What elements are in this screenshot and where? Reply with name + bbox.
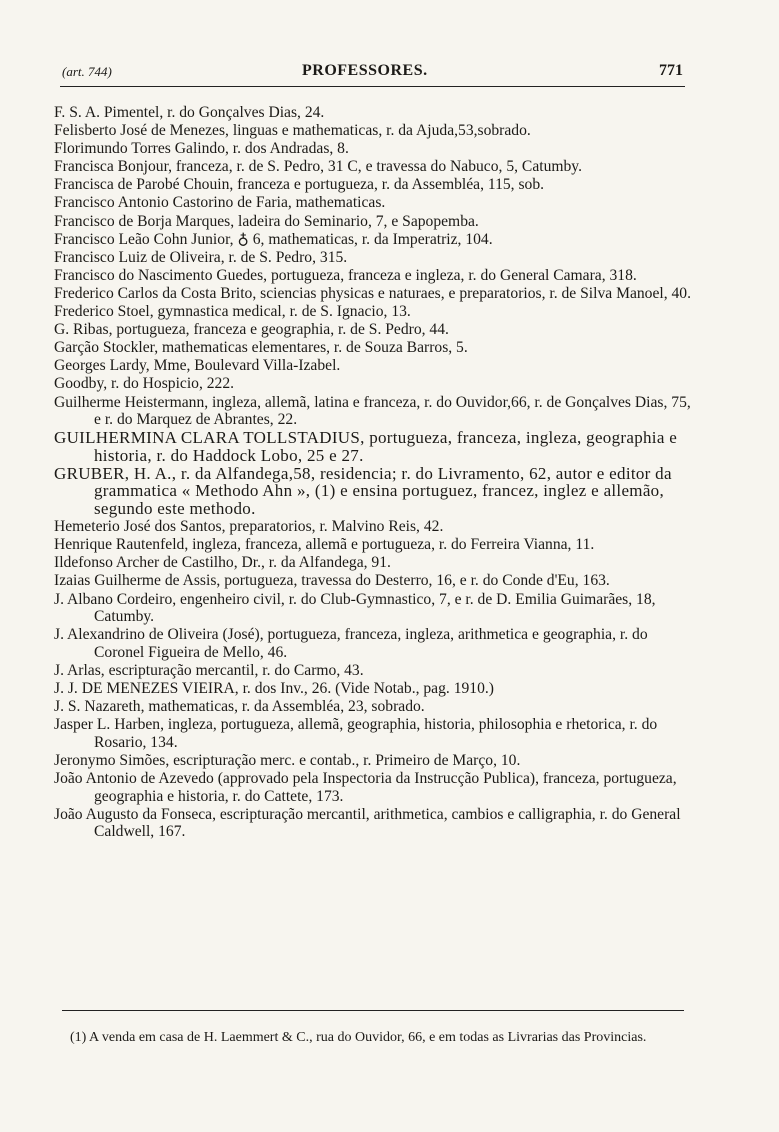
list-entry: J. Alexandrino de Oliveira (José), portugueza, franceza, ingleza, arithmetica e geographia, r. do Coronel Figueira de Mello, 46. — [54, 626, 648, 661]
list-entry: Goodby, r. do Hospicio, 222. — [54, 375, 235, 393]
list-entry-featured: GUILHERMINA CLARA TOLLSTADIUS, portugueza, franceza, ingleza, geographia e historia, r. do Haddock Lobo, 25 e 27. — [54, 428, 678, 465]
section-title: PROFESSORES. — [302, 62, 428, 79]
article-reference: (art. 744) — [62, 64, 112, 79]
footnote: (1) A venda em casa de H. Laemmert & C., rua do Ouvidor, 66, e em todas as Livrarias das Provincias. — [70, 1030, 647, 1045]
list-entry: João Antonio de Azevedo (approvado pela Inspectoria da Instrucção Publica), franceza, portugueza, geographia e historia, r. do Cattete, 173. — [54, 769, 677, 805]
list-entry: J. J. DE MENEZES VIEIRA, r. dos Inv., 26. (Vide Notab., pag. 1910.) — [54, 680, 494, 697]
page-header — [62, 62, 683, 84]
list-entry: Florimundo Torres Galindo, r. dos Andradas, 8. — [54, 140, 349, 158]
list-entry: Henrique Rautenfeld, ingleza, franceza, allemã e portugueza, r. do Ferreira Vianna, 11. — [54, 536, 595, 554]
list-entry: J. Albano Cordeiro, engenheiro civil, r. do Club-Gymnastico, 7, e r. de D. Emilia Guimarães, 18, Catumby. — [54, 590, 656, 626]
page-number: 771 — [659, 62, 683, 79]
list-entry: Francisca de Parobé Chouin, franceza e portugueza, r. da Assembléa, 115, sob. — [54, 176, 545, 194]
list-entry: Garção Stockler, mathematicas elementares, r. de Souza Barros, 5. — [54, 339, 468, 357]
list-entry: Frederico Stoel, gymnastica medical, r. de S. Ignacio, 13. — [54, 303, 411, 321]
list-entry: F. S. A. Pimentel, r. do Gonçalves Dias, 24. — [54, 104, 325, 121]
list-entry-featured: GRUBER, H. A., r. da Alfandega,58, residencia; r. do Livramento, 62, autor e editor da grammatica « Methodo Ahn », (1) e ensina portuguez, francez, inglez e allemão, segundo este methodo. — [54, 463, 672, 519]
list-entry: Francisca Bonjour, franceza, r. de S. Pedro, 31 C, e travessa do Nabuco, 5, Catumby. — [54, 158, 582, 176]
list-entry: Jasper L. Harben, ingleza, portugueza, allemã, geographia, historia, philosophia e rhetorica, r. do Rosario, 134. — [54, 716, 658, 751]
list-entry: Francisco Luiz de Oliveira, r. de S. Pedro, 315. — [54, 248, 348, 266]
footnote-rule — [62, 1010, 684, 1011]
list-entry: Guilherme Heistermann, ingleza, allemã, latina e franceza, r. do Ouvidor,66, r. de Gonçalves Dias, 75, e r. do Marquez de Abrantes, 22. — [54, 393, 691, 429]
list-entry: Hemeterio José dos Santos, preparatorios, r. Malvino Reis, 42. — [54, 518, 444, 536]
list-entry: Jeronymo Simões, escripturação merc. e contab., r. Primeiro de Março, 10. — [54, 751, 521, 769]
header-rule — [60, 86, 685, 87]
list-entry: Francisco Leão Cohn Junior, ♁ 6, mathematicas, r. da Imperatriz, 104. — [54, 230, 493, 248]
list-entry: J. Arlas, escripturação mercantil, r. do Carmo, 43. — [54, 661, 364, 679]
professor-list — [54, 104, 694, 841]
list-entry: Felisberto José de Menezes, linguas e mathematicas, r. da Ajuda,53,sobrado. — [54, 122, 531, 140]
list-entry: Francisco do Nascimento Guedes, portugueza, franceza e ingleza, r. do General Camara, 318. — [54, 266, 637, 284]
list-entry: João Augusto da Fonseca, escripturação mercantil, arithmetica, cambios e calligraphia, r. do General Caldwell, 167. — [54, 805, 681, 841]
list-entry: Georges Lardy, Mme, Boulevard Villa-Izabel. — [54, 357, 341, 375]
list-entry: Francisco Antonio Castorino de Faria, mathematicas. — [54, 194, 386, 212]
list-entry: G. Ribas, portugueza, franceza e geographia, r. de S. Pedro, 44. — [54, 321, 449, 339]
list-entry: Frederico Carlos da Costa Brito, sciencias physicas e naturaes, e preparatorios, r. de Silva Manoel, 40. — [54, 284, 691, 302]
list-entry: Izaias Guilherme de Assis, portugueza, travessa do Desterro, 16, e r. do Conde d'Eu, 163. — [54, 572, 610, 590]
list-entry: Francisco de Borja Marques, ladeira do Seminario, 7, e Sapopemba. — [54, 212, 479, 230]
list-entry: Ildefonso Archer de Castilho, Dr., r. da Alfandega, 91. — [54, 554, 391, 572]
list-entry: J. S. Nazareth, mathematicas, r. da Assembléa, 23, sobrado. — [54, 698, 425, 716]
